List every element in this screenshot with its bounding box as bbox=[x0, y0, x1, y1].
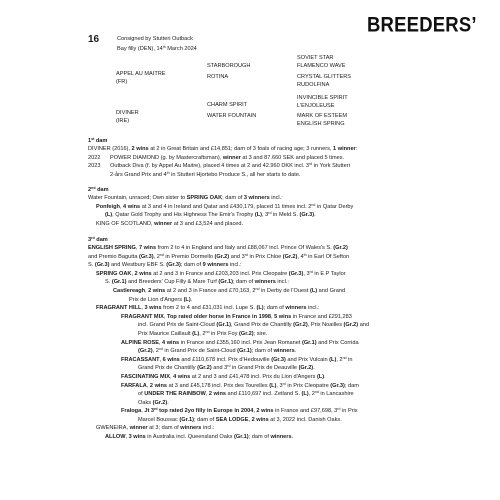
third-dam-heading: 3rd dam bbox=[88, 236, 108, 243]
lot-header bbox=[117, 35, 197, 53]
third-dam-line: Prix de Lion d'Angers (L). bbox=[129, 296, 193, 303]
second-dam-line: Ponfeigh, 4 wins at 3 and 4 in Ireland and Qatar and £430,179, placed 11 times incl. 2nd in Qatar Derby bbox=[96, 202, 354, 210]
third-dam-line: ALPINE ROSE, 4 wins in France and £355,160 incl. Prix Jean Romanet (Gr.1) and Prix Corrida bbox=[121, 339, 359, 346]
breeders-logo: BREEDERS’ bbox=[367, 12, 477, 37]
first-dam-year-row: 2022 POWER DIAMOND (g. by Mastercraftsman), winner at 3 and 87.660 SEK and placed 5 times. bbox=[88, 154, 345, 161]
ped-sire: APPEL AU MAITRE bbox=[116, 71, 166, 77]
third-dam-line: Oaks (Gr.2). bbox=[138, 399, 169, 406]
ped-sire-country: (FR) bbox=[116, 79, 128, 85]
first-dam-line: 2-års Grand Prix and 4th in Stutteri Hjortebo Produce S., all her starts to date. bbox=[110, 170, 301, 178]
ped-dam-country: (IRE) bbox=[116, 118, 130, 124]
first-dam-year-row: 2023 Outback Diva (f. by Appel Au Maitre), placed 4 times at 2 and 42.960 DKK incl. 3rd in York Stutteri bbox=[88, 162, 350, 170]
third-dam-line: GWENEIRA, winner at 3; dam of winners incl.: bbox=[96, 425, 215, 432]
second-dam-line: Water Fountain, unraced; Own sister to SPRING OAK; dam of 3 winners incl.: bbox=[88, 195, 283, 201]
third-dam-line: (Gr.2), 2nd in Grand Prix de Saint-Cloud (Gr.1); dam of winners. bbox=[138, 347, 297, 355]
first-dam-line: DIVINER (2016), 2 wins at 2 in Great Britain and £14,851; dam of 3 foals of racing age; 3 runners, 1 winner: bbox=[88, 146, 358, 152]
ped-dam-ggd: L'ENJOLEUSE bbox=[297, 103, 335, 109]
third-dam-line: FARFALA, 2 wins at 3 and £45,178 incl. Prix des Tourelles (L), 3rd in Prix Cleopatre (Gr.3); dam bbox=[121, 381, 359, 389]
ped-sire-gdd: RUDOLFINA bbox=[297, 82, 330, 88]
ped-sire-gd: ROTINA bbox=[207, 74, 229, 80]
first-dam-text bbox=[88, 145, 414, 179]
third-dam-line: Grand Prix de Chantilly (Gr.2) and 3rd in Grand Prix de Deauville (Gr.2). bbox=[138, 364, 315, 372]
third-dam-line: Castlereagh, 2 wins at 2 and 3 in France and £70,163, 2nd in Derby de l'Ouest (L) and Grand bbox=[113, 286, 346, 294]
third-dam-line: FRACASSANT, 6 wins and £110,678 incl. Prix d'Hedouville (Gr.3) and Prix Vulcain (L), 2nd in bbox=[121, 355, 353, 363]
ped-sire-ggd: FLAMENCO WAVE bbox=[297, 63, 346, 69]
ped-dam-gs: CHARM SPIRIT bbox=[207, 102, 248, 108]
second-dam-line: (L), Qatar Gold Trophy and His Highness The Emir's Trophy (L), 3rd in Meld S. (Gr.3). bbox=[105, 211, 316, 219]
third-dam-line: FRAGRANT MIX, Top rated older horse in France in 1998, 5 wins in France and £291,283 bbox=[121, 313, 352, 320]
third-dam-line: Marcel Boussac (Gr.1); dam of SEA LODGE, 2 wins at 3, 2022 incl. Danish Oaks. bbox=[138, 416, 342, 423]
third-dam-line: incl. Grand Prix de Saint-Cloud (Gr.1), Grand Prix de Chantilly (Gr.2), Prix Noailles (Gr.2) and bbox=[138, 322, 370, 329]
third-dam-line: S. (Gr.1) and Breeders' Cup Filly & Mare Turf (Gr.1); dam of winners incl.: bbox=[105, 279, 289, 286]
ped-sire-gs: STARBOROUGH bbox=[207, 63, 251, 69]
ped-dam-gdg: MARK OF ESTEEM bbox=[297, 113, 348, 119]
second-dam-text bbox=[88, 194, 414, 228]
third-dam-line: S. (Gr.3) and Westbury EBF S. (Gr.3); dam of 9 winners incl.: bbox=[88, 262, 242, 269]
third-dam-line: of UNDER THE RAINBOW, 2 wins and £110,697 incl. Zetland S. (L), 2nd in Lancashire bbox=[138, 390, 354, 398]
third-dam-line: Fraloga, Jt 3rd top rated 2yo filly in Europe in 2004, 2 wins in France and £97,698, 3rd in Prix bbox=[121, 407, 358, 415]
ped-sire-gg: SOVIET STAR bbox=[297, 55, 334, 61]
year-label: 2023 bbox=[88, 163, 101, 170]
third-dam-text bbox=[88, 244, 414, 442]
description-line: Bay filly (DEN), 14th March 2024 bbox=[117, 45, 197, 52]
third-dam-line: FRAGRANT HILL, 3 wins from 2 to 4 and £31,031 incl. Lupe S. (L); dam of winners incl.: bbox=[96, 305, 320, 312]
first-dam-heading: 1st dam bbox=[88, 137, 108, 144]
ped-sire-gdg: CRYSTAL GLITTERS bbox=[297, 74, 351, 80]
ped-dam: DIVINER bbox=[116, 110, 139, 116]
second-dam-line: KING OF SCOTLAND, winner at 3 and £3,524 and placed. bbox=[96, 220, 244, 227]
third-dam-line: ALLOW, 3 wins in Australia incl. Queensland Oaks (Gr.1); dam of winners. bbox=[105, 434, 294, 441]
year-label: 2022 bbox=[88, 154, 101, 161]
consignor-line: Consigned by Stutteri Outback bbox=[117, 36, 193, 42]
third-dam-line: SPRING OAK, 2 wins at 2 and 3 in France and £203,203 incl. Prix Cleopatre (Gr.3), 3rd in E P Taylor bbox=[96, 269, 346, 277]
second-dam-heading: 2nd dam bbox=[88, 186, 109, 193]
third-dam-line: and Premio Bagutta (Gr.3), 2nd in Premio Dormello (Gr.2) and 3rd in Prix Chloe (Gr.2), 4th in Earl Of Sefton bbox=[88, 252, 350, 260]
third-dam-line: FASCINATING MIX, 4 wins at 2 and 3 and £41,478 incl. Prix du Lion d'Angers (L). bbox=[121, 373, 326, 380]
ped-dam-gd: WATER FOUNTAIN bbox=[207, 113, 257, 119]
ped-dam-gdd: ENGLISH SPRING bbox=[297, 121, 345, 127]
third-dam-line: ENGLISH SPRING, 7 wins from 2 to 4 in England and Italy and £88,067 incl. Prince Of Wales's S. (Gr.2) bbox=[88, 245, 348, 251]
ped-dam-gg: INVINCIBLE SPIRIT bbox=[297, 95, 348, 101]
lot-number: 16 bbox=[88, 34, 100, 45]
third-dam-line: Prix Maurice Caillault (L), 2nd in Prix Foy (Gr.2); sire. bbox=[138, 329, 268, 337]
